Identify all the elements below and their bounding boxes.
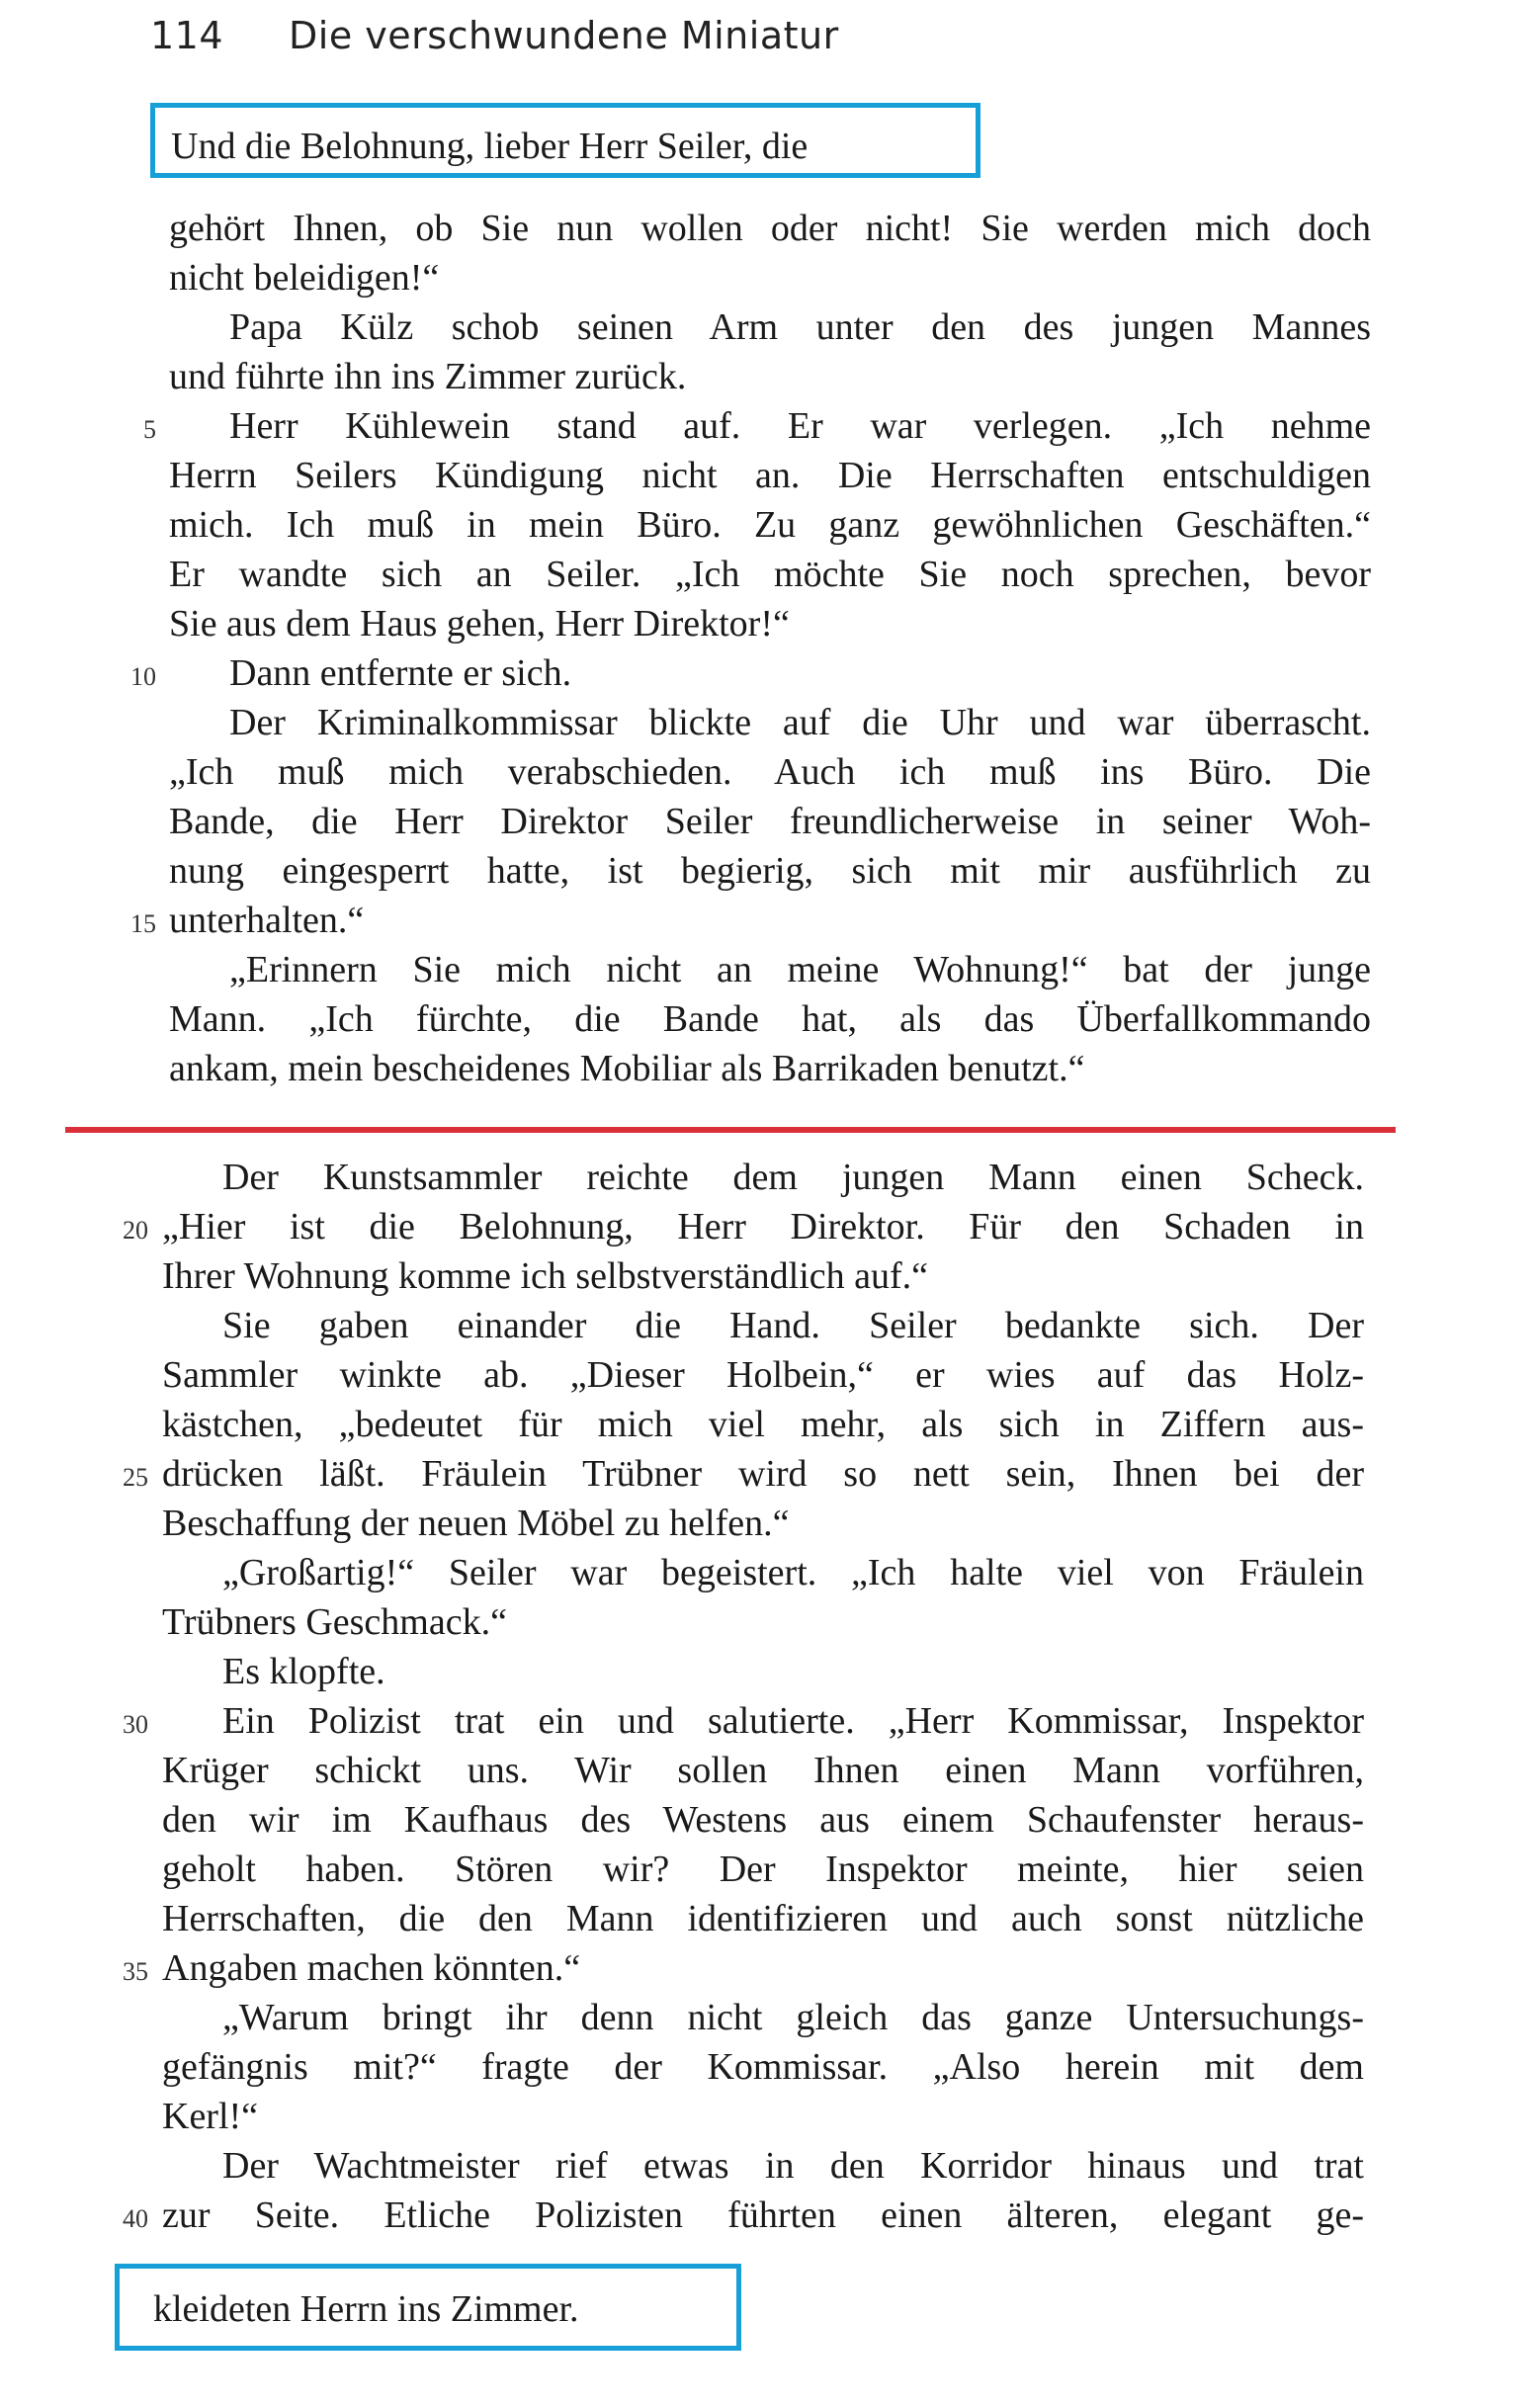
line-number: 10 xyxy=(130,662,156,691)
text-line: „Erinnern Sie mich nicht an meine Wohnung!“ bat der junge xyxy=(229,949,1371,990)
line-number: 15 xyxy=(130,909,156,938)
text-line: ankam, mein bescheidenes Mobiliar als Barrikaden benutzt.“ xyxy=(169,1048,1085,1089)
line-number: 20 xyxy=(123,1216,148,1245)
text-line: gehört Ihnen, ob Sie nun wollen oder nicht! Sie werden mich doch xyxy=(169,208,1371,249)
line-number: 25 xyxy=(123,1463,148,1492)
line-number: 5 xyxy=(143,415,156,444)
line-number: 40 xyxy=(123,2204,148,2233)
text-line: gefängnis mit?“ fragte der Kommissar. „Also herein mit dem xyxy=(162,2046,1364,2088)
text-line: nung eingesperrt hatte, ist begierig, sich mit mir ausführlich zu xyxy=(169,850,1371,892)
text-line: Krüger schickt uns. Wir sollen Ihnen einen Mann vorführen, xyxy=(162,1750,1364,1791)
line-number: 30 xyxy=(123,1710,148,1739)
text-line: zur Seite. Etliche Polizisten führten einen älteren, elegant ge- xyxy=(162,2194,1364,2236)
text-line: Es klopfte. xyxy=(222,1651,385,1692)
text-line: Sammler winkte ab. „Dieser Holbein,“ er wies auf das Holz- xyxy=(162,1354,1364,1396)
text-line: mich. Ich muß in mein Büro. Zu ganz gewöhnlichen Geschäften.“ xyxy=(169,504,1371,546)
text-block-lower xyxy=(162,1153,1364,2240)
text-line: Der Wachtmeister rief etwas in den Korridor hinaus und trat xyxy=(222,2145,1364,2187)
text-line: Trübners Geschmack.“ xyxy=(162,1601,507,1643)
text-line: Ein Polizist trat ein und salutierte. „Herr Kommissar, Inspektor xyxy=(222,1700,1364,1742)
text-line: „Hier ist die Belohnung, Herr Direktor. Für den Schaden in xyxy=(162,1206,1364,1247)
text-line: Sie gaben einander die Hand. Seiler bedankte sich. Der xyxy=(222,1305,1364,1346)
text-line: Herrn Seilers Kündigung nicht an. Die Herrschaften entschuldigen xyxy=(169,455,1371,496)
text-line: drücken läßt. Fräulein Trübner wird so nett sein, Ihnen bei der xyxy=(162,1453,1364,1495)
text-line: Er wandte sich an Seiler. „Ich möchte Sie noch sprechen, bevor xyxy=(169,554,1371,595)
text-line: Der Kunstsammler reichte dem jungen Mann einen Scheck. xyxy=(222,1157,1364,1198)
text-line: Beschaffung der neuen Möbel zu helfen.“ xyxy=(162,1503,790,1544)
text-line: Bande, die Herr Direktor Seiler freundlicherweise in seiner Woh- xyxy=(169,801,1371,842)
page-header xyxy=(150,14,839,57)
text-line: und führte ihn ins Zimmer zurück. xyxy=(169,356,687,397)
text-line: Dann entfernte er sich. xyxy=(229,652,572,694)
text-line: Sie aus dem Haus gehen, Herr Direktor!“ xyxy=(169,603,790,645)
text-line: Papa Külz schob seinen Arm unter den des jungen Mannes xyxy=(229,306,1371,348)
text-line: Der Kriminalkommissar blickte auf die Uhr und war überrascht. xyxy=(229,702,1371,743)
highlight-box-bottom xyxy=(115,2264,741,2351)
text-line: geholt haben. Stören wir? Der Inspektor meinte, hier seien xyxy=(162,1849,1364,1890)
text-line: Ihrer Wohnung komme ich selbstverständlich auf.“ xyxy=(162,1255,929,1297)
text-line: kästchen, „bedeutet für mich viel mehr, als sich in Ziffern aus- xyxy=(162,1404,1364,1445)
text-line: Angaben machen könnten.“ xyxy=(162,1947,581,1989)
text-line: den wir im Kaufhaus des Westens aus einem Schaufenster heraus- xyxy=(162,1799,1364,1841)
running-title: Die verschwundene Miniatur xyxy=(289,14,839,57)
text-line: Herrschaften, die den Mann identifizieren und auch sonst nützliche xyxy=(162,1898,1364,1939)
highlighted-text-bottom: kleideten Herrn ins Zimmer. xyxy=(153,2288,579,2330)
text-line: Kerl!“ xyxy=(162,2096,259,2137)
text-block-upper xyxy=(169,204,1371,1093)
text-line: unterhalten.“ xyxy=(169,900,365,941)
text-line: nicht beleidigen!“ xyxy=(169,257,440,299)
text-line: Herr Kühlewein stand auf. Er war verlegen. „Ich nehme xyxy=(229,405,1371,447)
highlight-box-top xyxy=(150,103,980,178)
line-number: 35 xyxy=(123,1957,148,1986)
divider-line xyxy=(65,1127,1396,1133)
text-line: „Großartig!“ Seiler war begeistert. „Ich halte viel von Fräulein xyxy=(222,1552,1364,1593)
text-line: „Warum bringt ihr denn nicht gleich das ganze Untersuchungs- xyxy=(222,1997,1364,2038)
text-line: „Ich muß mich verabschieden. Auch ich muß ins Büro. Die xyxy=(169,751,1371,793)
highlighted-text-top: Und die Belohnung, lieber Herr Seiler, die xyxy=(171,126,809,167)
page-number: 114 xyxy=(150,14,224,57)
text-line: Mann. „Ich fürchte, die Bande hat, als das Überfallkommando xyxy=(169,998,1371,1040)
